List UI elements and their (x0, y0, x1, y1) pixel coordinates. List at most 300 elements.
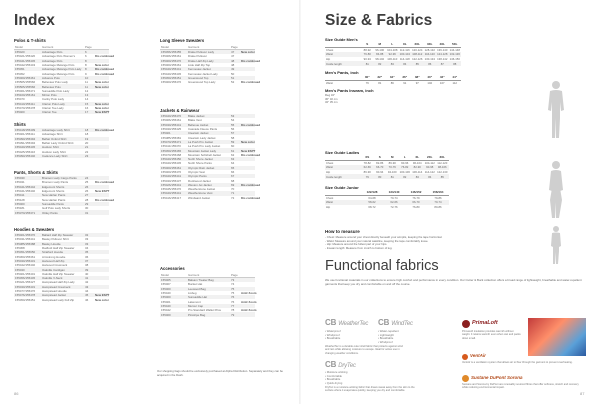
cell-page: 17 (85, 110, 89, 115)
cell-note: New color (95, 106, 109, 110)
index-table-body (14, 128, 115, 158)
cell-garment: Sunsaddle Polo Lady (42, 88, 70, 93)
cell-garment: Clarion Tee (42, 110, 57, 115)
cell-page: 48 (231, 58, 235, 63)
table-row (14, 210, 109, 214)
row-value: 82-90 (413, 165, 421, 170)
index-table (160, 44, 261, 85)
row-value: 124-128 (437, 52, 448, 57)
cell-page: 61 (231, 148, 235, 153)
cell-note: Dis continued (95, 71, 115, 76)
row-value: 83 (390, 61, 394, 66)
table-row (160, 80, 261, 85)
cell-garment: Drake Pullover (188, 54, 207, 59)
cell-note: Dis continued (241, 195, 261, 200)
sustane-logo-icon (462, 375, 469, 382)
cell-model: 155466/155461 (161, 118, 182, 123)
size-guide-junior-body (325, 196, 449, 210)
cell-model: 155460/155461 (161, 63, 182, 68)
cell-page: 58 (231, 135, 235, 140)
header-size: 4XL (439, 42, 445, 47)
cell-model: 155442/155443 (15, 63, 36, 68)
cell-model: 155445/155470 (161, 187, 182, 192)
row-value: 108-112 (412, 52, 423, 57)
index-footnote: Our shopping bags should be exclusively purchased at Alpha Distribution. Separately and they can be acquired in the Dash. (157, 369, 283, 377)
cell-note: New ESPT (95, 110, 110, 115)
row-value: 107 (439, 80, 445, 85)
row-value: 82 (378, 61, 382, 66)
cell-garment: Hampstead Jacket (42, 293, 66, 298)
header-size: 2XL (426, 155, 433, 160)
cell-note: Dis continued (95, 128, 115, 133)
cell-page: 42 (85, 280, 89, 285)
cell-note: New ESPT (241, 148, 256, 153)
cell-model: 155460/155461 (15, 75, 36, 80)
cell-page: 6 (85, 50, 87, 55)
cell-model: 155565/155566 (15, 80, 36, 85)
cell-garment: Clarion Tee Lady (42, 106, 64, 110)
table-row (325, 170, 449, 175)
cell-garment: Drake Half Zip Lady (188, 58, 214, 63)
cell-page: 32 (85, 233, 89, 238)
row-value: 62-66 (390, 200, 398, 205)
row-value: 86 (428, 61, 432, 66)
primaloft-fabric-image (528, 318, 586, 356)
cell-page: 66 (231, 170, 235, 174)
header-model: Model (15, 44, 23, 49)
cell-page: 59 (231, 139, 235, 144)
cell-page: 62 (231, 152, 235, 157)
cell-note: Dis continued (95, 54, 115, 59)
cell-model: 155451/155650 (15, 250, 36, 255)
cell-model: 155441/155442 (15, 184, 36, 189)
table-row (325, 57, 461, 62)
cell-garment: Greenwood Top Lady (188, 80, 216, 85)
cell-garment: Stratford Hoodie (42, 250, 64, 255)
cell-page: 29 (85, 201, 89, 206)
cell-garment: Oakville V-Neck (42, 276, 63, 281)
row-value: 90-98 (426, 165, 434, 170)
cell-page: 57 (231, 131, 235, 136)
header-size: XS (365, 155, 370, 160)
cell-note: New color (95, 80, 109, 85)
row-value: 81 (378, 80, 382, 85)
cell-model: 155411/155470 (161, 144, 181, 149)
header-size: 40" (427, 75, 433, 80)
row-value: 138-142 (437, 56, 448, 61)
table-row (14, 297, 109, 301)
cell-note: Amtr Zoom (241, 291, 257, 296)
cell-page: 68 (231, 178, 235, 183)
page-gutter (299, 0, 301, 404)
cell-note: Dis continued (95, 180, 115, 185)
index-table (160, 114, 261, 200)
cell-garment: Clearwin Jacket (188, 131, 209, 136)
cell-model: 155360/155361 (15, 254, 36, 259)
row-label: Hip (326, 56, 331, 61)
cell-page: 78 (231, 308, 235, 313)
cell-garment: Kennesaw Jacket (188, 67, 211, 72)
male-figure-illustration (545, 80, 567, 140)
cell-model: 155385/155381 (161, 135, 182, 140)
row-value: 104-108 (387, 47, 398, 52)
header-size: 36" (402, 75, 408, 80)
cell-page: 21 (85, 145, 89, 150)
cell-model: 155470/155468 (161, 152, 182, 157)
row-value: 128-132 (424, 47, 435, 52)
size-guide-ladies-body (325, 161, 449, 179)
cell-note: New color (241, 139, 255, 144)
header-size: 3XL (439, 155, 445, 160)
how-to-line: - Inseam length: Measure from crotch to bottom of leg. (325, 246, 393, 251)
row-label: Waist (326, 165, 333, 170)
cell-model: 155410/155411 (15, 101, 35, 106)
cell-garment: Basley Hoodie (42, 241, 61, 246)
row-value: 122-130 (437, 169, 448, 174)
index-table-body (14, 233, 109, 302)
cell-model: 155470/155478 (15, 106, 36, 110)
cell-garment: Oakville Cardigan (42, 267, 65, 272)
pants-inseam-title: Men's Pants Inseam, inch (325, 88, 374, 93)
cell-garment: Windward Jacket (188, 195, 211, 200)
cell-page: 35 (85, 250, 89, 255)
cell-garment: Belleview Polo (42, 84, 61, 89)
header-size: L (391, 42, 394, 47)
cell-garment: Radford Half Zip Sweater (42, 246, 75, 251)
row-value: 114-118 (399, 56, 410, 61)
cell-page: 26 (85, 184, 89, 189)
bullet-item: • Windproof (325, 332, 340, 337)
cell-note: Dis continued (241, 152, 261, 157)
cell-page: 27 (85, 193, 89, 198)
cell-model: 155440/155445 (161, 161, 182, 166)
row-value: 78-82 (363, 160, 371, 165)
header-size: XL (415, 155, 420, 160)
cell-page: 40 (85, 271, 89, 276)
row-label: Chest (326, 195, 334, 200)
weathertec-bullets (325, 330, 341, 341)
row-value: 88-92 (363, 47, 371, 52)
drytec-text: DryTec is a moisture-wicking fabric that draws sweat away from the skin to the surface where it evaporates quickly, keeping you dry and comfortable. (325, 386, 415, 393)
cell-garment: Advantage Polo Women's (42, 54, 76, 59)
header-size: 42" (439, 75, 445, 80)
cell-garment: Olympic Rain Jacket (188, 165, 215, 170)
ventair-logo-icon (462, 354, 468, 360)
cell-note: New color (241, 50, 255, 55)
row-value: 82 (403, 174, 407, 179)
cell-model: 155418/155409 (15, 128, 36, 133)
cell-garment: La Push Pro Jacket (188, 139, 214, 144)
cell-garment: North Shore Pants (188, 161, 212, 166)
row-value: 66-70 (376, 165, 384, 170)
cell-garment: New Harlan Pants (42, 197, 66, 202)
index-table-body (160, 50, 261, 85)
cell-page: 44 (85, 289, 89, 293)
inseam-line: 30" 32 cm (325, 96, 338, 101)
table-row (325, 165, 449, 170)
row-value: 84-88 (376, 52, 384, 57)
cell-page: 11 (85, 84, 89, 89)
row-value: 92-96 (388, 52, 396, 57)
row-value: 79 (365, 174, 369, 179)
cell-model: 155460/155470 (161, 170, 182, 174)
row-value: 84 (428, 174, 432, 179)
cell-page: 9 (85, 71, 87, 76)
mens-pants-title: Men's Pants, inch (325, 70, 359, 75)
row-value: 114-122 (424, 169, 435, 174)
header-size: 2XL (414, 42, 420, 47)
bullet-item: • Breathable (378, 336, 394, 341)
cell-model: 155456/155445 (15, 276, 36, 281)
cell-model: 155401 (161, 299, 171, 304)
row-value: 68-72 (368, 204, 376, 209)
index-section-title: Long Sleeve Sweaters (160, 38, 205, 43)
row-value: 70-74 (434, 200, 442, 205)
row-value: 102 (427, 80, 433, 85)
cell-page: 75 (231, 291, 235, 296)
header-page: Page (231, 272, 238, 277)
cell-garment: Edgemont Shorts (42, 189, 65, 194)
cell-model: 155440/155445 (15, 145, 36, 150)
cell-page: 70 (231, 187, 235, 192)
row-value: 94-100 (387, 169, 397, 174)
row-value: 106-114 (412, 169, 423, 174)
bullet-item: • Water-repellent (378, 329, 399, 333)
cell-garment: Hampstead Lady Full Zip (42, 297, 75, 302)
cell-model: 155401/155401 (15, 271, 36, 276)
cell-note: Dis continued (241, 182, 261, 187)
size-guide-mens-table (325, 42, 461, 66)
cell-model: 155430/155425 (161, 127, 182, 132)
cell-page: 65 (231, 165, 235, 170)
row-value: 130-134 (424, 56, 435, 61)
cell-garment: Advance Polo (42, 75, 60, 80)
row-value: 144-148 (449, 47, 460, 52)
cell-garment: Hampstead Half Zip Lady (42, 280, 75, 285)
index-section-title: Pants, Shorts & Skirts (14, 170, 58, 175)
cell-model: 155565/155566 (15, 84, 36, 89)
cell-garment: La Push Pro Lady Jacket (188, 144, 221, 149)
row-value: 76-80 (412, 204, 420, 209)
cell-model: 155460/155470 (161, 80, 182, 85)
cell-garment: Mercer Cap (188, 303, 204, 308)
cell-page: 56 (231, 127, 235, 132)
cell-note: Dis continued (95, 67, 115, 72)
cell-model: 155467 (161, 282, 171, 287)
cell-page: 6 (85, 54, 87, 59)
row-value: 120-124 (412, 47, 423, 52)
cell-garment: Sunsaddle Pants (42, 201, 64, 206)
cell-garment: Sunsaddle Hat (188, 295, 207, 300)
row-value: 106-110 (387, 56, 398, 61)
cell-page: 76 (231, 295, 235, 300)
cell-page: 11 (85, 80, 89, 85)
primaloft-text: PrimaLoft insulation provides warmth without weight. It retains warmth even when wet and packs down small. (462, 330, 521, 340)
cell-garment: Hudson Lady Shirt (42, 149, 66, 154)
primaloft-logo: PrimaLoft (472, 320, 498, 326)
header-garment: Garment (188, 272, 200, 277)
female-figure-illustration (545, 160, 567, 220)
header-size: L (403, 155, 406, 160)
cell-model: 155441/155440 (15, 189, 36, 194)
cell-model: 155421/155420 (15, 54, 36, 59)
cell-model: 155430/155441 (161, 122, 182, 127)
cell-page: 39 (85, 267, 89, 272)
how-to-line: - Hip: Measure around the fullest part of your hips. (325, 242, 388, 247)
cell-page: 50 (231, 71, 235, 76)
cell-model: 155461/155471 (15, 88, 36, 93)
size-guide-ladies-title: Size Guide Ladies (325, 150, 360, 155)
cell-model: 155452 (15, 71, 25, 76)
cell-model: 155401/155370 (15, 233, 36, 238)
cell-note: New ESPT (95, 293, 110, 298)
cell-page: 76 (231, 299, 235, 304)
cell-note: New color (95, 297, 109, 302)
cell-page: 15 (85, 101, 89, 106)
row-value: 80-86 (434, 204, 442, 209)
cell-page: 43 (85, 284, 89, 289)
cell-note: Dis continued (241, 58, 261, 63)
row-value: 98-102 (375, 56, 385, 61)
cell-page: 18 (85, 128, 89, 133)
drytec-logo: CB DryTec (325, 360, 356, 369)
cell-page: 34 (85, 246, 89, 251)
cell-model: 155411 (15, 193, 25, 198)
index-section-title: Hoodies & Sweaters (14, 227, 55, 232)
cell-model: 155370/155371 (15, 210, 36, 215)
header-size: 122/128 (366, 190, 378, 195)
cell-garment: Hampstead Hoodie (42, 289, 67, 293)
cell-model: 155431/155441 (15, 237, 36, 242)
cell-model: 155160/155161 (15, 93, 36, 98)
table-row (325, 81, 461, 86)
cell-model: 155466/155461 (161, 54, 182, 59)
table-row (325, 61, 461, 66)
bullet-item: • Breathable (325, 336, 341, 341)
cell-garment: Weston Jet Jacket (188, 182, 212, 187)
table-row (14, 110, 109, 114)
row-value: 64-68 (368, 195, 376, 200)
table-row (325, 174, 449, 179)
row-value: 84 (403, 61, 407, 66)
table-row (325, 161, 449, 166)
cell-page: 38 (85, 263, 89, 268)
bullet-item: • Breathable (325, 377, 341, 382)
cell-model: 155450/155451 (161, 75, 182, 80)
cell-garment: Clarion Polo Lady (42, 101, 65, 106)
cell-model: 155456/155455 (161, 50, 182, 55)
cell-page: 52 (231, 80, 235, 85)
cell-garment: New Harlan Pants (42, 193, 66, 198)
index-section-title: Shirts (14, 122, 26, 127)
header-page: Page (231, 44, 238, 49)
cell-garment: Weatherstone Jacket (188, 187, 216, 192)
header-size: M (391, 155, 394, 160)
cell-model: 155401 (161, 131, 171, 136)
cell-page: 24 (85, 176, 89, 181)
table-row (160, 312, 255, 316)
table-row (325, 196, 449, 201)
cell-note: Dis continued (241, 122, 261, 127)
cell-model: 155420 (15, 50, 25, 55)
row-value: 136-140 (437, 47, 448, 52)
cell-model: 155431 (15, 180, 25, 185)
cell-page: 54 (231, 118, 235, 123)
cell-garment: Kennesaw Jacket Lady (188, 71, 218, 76)
inseam-line: Reg 32" (325, 93, 336, 97)
row-label: Waist (326, 52, 333, 57)
cell-page: 60 (231, 144, 235, 149)
cell-model: 155430/155431 (15, 284, 36, 289)
windtec-bullets (378, 330, 399, 344)
mens-pants-table (325, 75, 461, 85)
weathertec-logo: CB WeatherTec (325, 318, 369, 327)
weathertec-text: WeatherTec is a durable outer shell fabric that protects against wind and rain while allowing moisture to escape. Ideal for active use in changing weather conditions. (325, 345, 403, 355)
how-to-measure-text (325, 236, 540, 251)
cell-model: 155440/155450 (161, 157, 182, 162)
cell-model: 155440 (161, 291, 171, 296)
cell-garment: Blake Jacket (188, 114, 205, 119)
drytec-bullets (325, 371, 347, 385)
cell-model: 155400 (15, 110, 25, 115)
cell-garment: Cadence Lady Shirt (42, 153, 68, 158)
row-value: 76-79 (412, 195, 420, 200)
cell-note: Amtr Zoom (241, 299, 257, 304)
cell-page: 47 (231, 54, 235, 59)
cell-model: 155470/155471 (161, 139, 182, 144)
header-size: 38" (414, 75, 420, 80)
header-size: 3XL (426, 42, 433, 47)
sustane-logo: Sustane DuPont Sorona (471, 375, 523, 380)
primaloft-logo-icon (462, 320, 470, 328)
row-value: 85 (440, 174, 444, 179)
row-value: 83 (415, 174, 419, 179)
header-model: Model (161, 44, 169, 49)
cell-page: 10 (85, 75, 89, 80)
header-size: 32" (377, 75, 383, 80)
cell-garment: Belfair Lady Oxford Shirt (42, 141, 74, 146)
row-value: 62-66 (363, 165, 371, 170)
row-label: Chest (326, 160, 334, 165)
cell-garment: Pro Standard Wallet Price (188, 308, 222, 313)
cell-model: 155390/155440 (15, 153, 36, 158)
cell-model: 155426/155441 (161, 182, 182, 187)
cell-garment: Edgemont Shorts (42, 184, 65, 189)
row-value: 85 (415, 61, 419, 66)
cell-page: 64 (231, 161, 235, 166)
index-table (14, 176, 115, 215)
cell-model: 155450/155451 (15, 297, 36, 302)
row-value: 87 (440, 61, 444, 66)
table-row (160, 195, 261, 200)
index-table-body (14, 176, 115, 215)
index-section-title: Polos & T-shirts (14, 38, 46, 43)
row-value: 97 (415, 80, 419, 85)
cell-garment: Harwood Half Zip (42, 258, 65, 263)
index-table (14, 233, 109, 302)
row-value: 76 (365, 80, 369, 85)
cell-model: 155391/155394 (15, 141, 36, 146)
cell-page: 73 (231, 278, 235, 283)
row-value: 112-116 (399, 47, 410, 52)
cell-note: New color (95, 84, 109, 89)
cell-page: 47 (231, 50, 235, 55)
cell-page: 53 (231, 114, 235, 119)
bullet-item: • Quick drying (325, 380, 343, 385)
row-value: 112 (452, 80, 457, 85)
cell-model: 155430/155431 (15, 258, 36, 263)
cell-page: 45 (85, 293, 89, 298)
